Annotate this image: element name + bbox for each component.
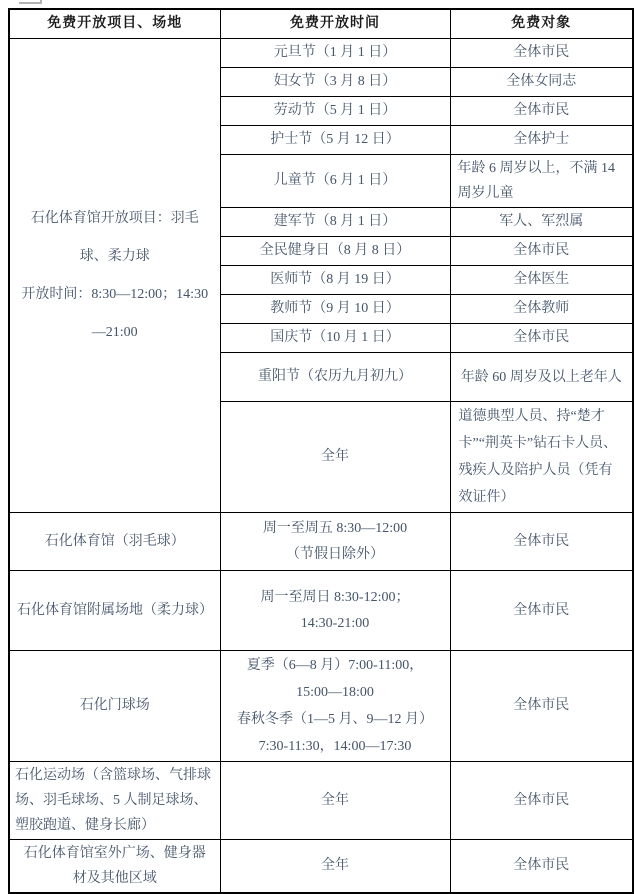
time-cell: 儿童节（6 月 1 日） [220,155,450,208]
time-cell [220,513,450,571]
target-cell: 全体市民 [450,571,633,651]
venue-cell: 石化运动场（含篮球场、气排球场、羽毛球场、5 人制足球场、塑胶跑道、健身长廊） [9,762,220,840]
time-cell: 护士节（5 月 12 日） [220,126,450,155]
time-line: 14:30-21:00 [300,615,370,631]
target-cell: 全体市民 [450,39,633,68]
time-cell: 医师节（8 月 19 日） [220,266,450,295]
venue-cell: 石化体育馆（羽毛球） [9,513,220,571]
table-row [9,39,633,68]
header-venue-column: 免费开放项目、场地 [9,9,220,39]
time-cell: 全年 [220,840,450,894]
time-cell: 重阳节（农历九月初九） [220,353,450,402]
target-cell: 全体市民 [450,651,633,762]
target-cell: 全体市民 [450,762,633,840]
time-cell: 教师节（9 月 10 日） [220,295,450,324]
time-line: 夏季（6—8 月）7:00-11:00， [246,658,424,673]
target-cell: 年龄 6 周岁以上，不满 14 周岁儿童 [450,155,633,208]
time-cell: 劳动节（5 月 1 日） [220,97,450,126]
venue-cell: 石化体育馆附属场地（柔力球） [9,571,220,651]
target-cell: 道德典型人员、持“楚才卡”“荆英卡”钻石卡人员、残疾人及陪护人员（凭有效证件） [450,402,633,513]
target-cell: 全体市民 [450,513,633,571]
venue-group-line1: 石化体育馆开放项目：羽毛球、柔力球 [30,210,199,264]
target-cell: 军人、军烈属 [450,208,633,237]
free-open-schedule-table [8,8,634,894]
time-cell: 元旦节（1 月 1 日） [220,39,450,68]
time-line: 周一至周日 8:30-12:00； [260,589,410,605]
target-cell: 全体市民 [450,97,633,126]
time-cell [220,571,450,651]
time-cell: 全年 [220,762,450,840]
cropped-edge-artifact [19,0,42,4]
time-line: 7:30-11:30，14:00—17:30 [258,739,412,754]
target-cell: 全体教师 [450,295,633,324]
target-cell: 全体护士 [450,126,633,155]
time-line: 15:00—18:00 [296,685,374,700]
table-row [9,513,633,571]
table-row [9,651,633,762]
time-cell [220,651,450,762]
venue-group-line2: 开放时间：8:30—12:00；14:30—21:00 [21,286,209,340]
header-time-column: 免费开放时间 [220,9,450,39]
time-cell: 国庆节（10 月 1 日） [220,324,450,353]
table-row [9,571,633,651]
time-cell: 全年 [220,402,450,513]
time-cell: 妇女节（3 月 8 日） [220,68,450,97]
time-line: 春秋冬季（1—5 月、9—12 月） [237,712,433,727]
target-cell: 全体市民 [450,840,633,894]
target-cell: 全体女同志 [450,68,633,97]
target-cell: 全体市民 [450,237,633,266]
time-cell: 全民健身日（8 月 8 日） [220,237,450,266]
header-target-column: 免费对象 [450,9,633,39]
table-row [9,840,633,894]
table-row [9,762,633,840]
time-line: 周一至周五 8:30—12:00 [262,520,408,536]
target-cell: 全体市民 [450,324,633,353]
venue-cell: 石化门球场 [9,651,220,762]
table-header-row [9,9,633,39]
venue-cell: 石化体育馆室外广场、健身器材及其他区域 [9,840,220,894]
time-line: （节假日除外） [286,546,384,562]
target-cell: 年龄 60 周岁及以上老年人 [450,353,633,402]
time-cell: 建军节（8 月 1 日） [220,208,450,237]
target-cell: 全体医生 [450,266,633,295]
venue-group-cell [9,39,220,513]
